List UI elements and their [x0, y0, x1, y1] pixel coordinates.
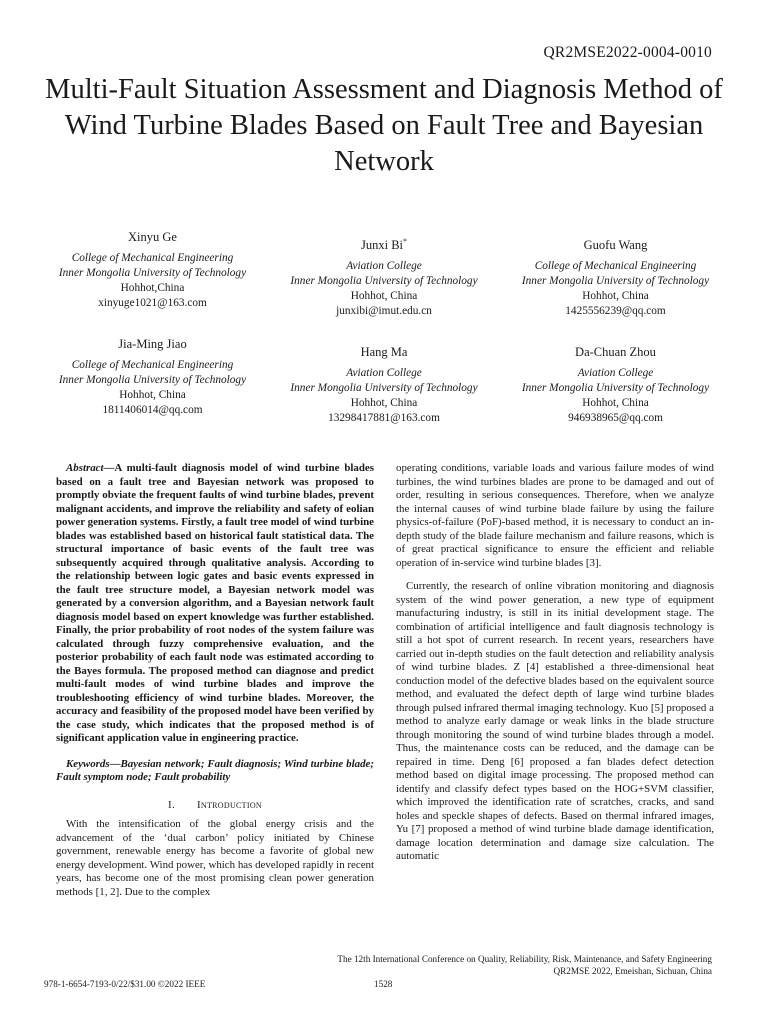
section-title: Introduction — [196, 798, 262, 811]
section-heading — [56, 799, 374, 813]
author-name: Guofu Wang — [583, 238, 648, 253]
author-institution: Inner Mongolia University of Technology — [521, 275, 710, 288]
author-email: xinyuge1021@163.com — [98, 297, 207, 310]
paper-title: Multi-Fault Situation Assessment and Diagnosis Method of Wind Turbine Blades Based on Fault Tree and Bayesian Network — [45, 74, 723, 177]
abstract-text: —A multi-fault diagnosis model of wind turbine blades based on a fault tree and Bayesian network was proposed to promptly obviate the frequent faults of wind turbine blades, prevent malignant accidents, and improve the reliability and safety of eolian power generation systems. Firstly, a fault tree model of wind turbine blades was established based on historical fault statistical data. The structural importance of basic events of the fault tree was subsequently acquired through qualitative analysis. According to the relationship between logic gates and basic events expressed in the fault tree structure model, a Bayesian network model was generated by a conversion algorithm, and a Bayesian network fault diagnosis model based on expert knowledge was further established. Finally, the prior probability of root nodes of the system failure was calculated through fuzzy comprehensive evaluation, and the posterior probability of each fault node was estimated according to the Bayes formula. The proposed method can diagnose and predict multi-fault modes of wind turbine blades and improve the troubleshooting efficiency of wind turbine blades. Moreover, the accuracy and feasibility of the proposed model have been verified by the case study, which indicates that the proposed method is of significant application value in engineering practice. — [56, 462, 374, 744]
author-card — [513, 226, 718, 319]
body-paragraph: operating conditions, variable loads and various failure modes of wind turbines, the wind turbines blades are prone to be damaged and out of order, resulting in serious consequences. Therefore, when we analyze the internal causes of wind turbine blade failure by using the failure physics-of-failure (PoF)-based method, it is necessary to conduct an in-depth study of the blade failure mechanism and failure reasons, which is of great practical significance to ensure the efficient and reliable operation of in-service wind turbine blades [3]. — [396, 462, 714, 569]
page-number: 1528 — [374, 979, 393, 989]
keywords: Keywords—Bayesian network; Fault diagnosis; Wind turbine blade; Fault symptom node; Fault probability — [56, 757, 374, 783]
author-row-1 — [50, 226, 718, 319]
author-institution: Inner Mongolia University of Technology — [521, 382, 710, 395]
author-city: Hohhot, China — [582, 397, 649, 410]
author-card — [513, 333, 718, 426]
conference-footer — [337, 953, 712, 977]
conference-location: QR2MSE 2022, Emeishan, Sichuan, China — [553, 966, 712, 976]
author-affiliation: College of Mechanical Engineering — [534, 260, 697, 273]
author-email: 1425556239@qq.com — [565, 305, 666, 318]
author-email: 1811406014@qq.com — [102, 404, 203, 417]
author-card — [50, 226, 255, 311]
author-email: 946938965@qq.com — [568, 412, 663, 425]
abstract-lead: Abstract — [66, 462, 104, 474]
author-city: Hohhot,China — [120, 282, 185, 295]
author-block — [50, 226, 718, 440]
author-name: Hang Ma — [360, 345, 408, 360]
author-affiliation: College of Mechanical Engineering — [71, 359, 234, 372]
author-affiliation: College of Mechanical Engineering — [71, 252, 234, 265]
author-name: Da-Chuan Zhou — [575, 345, 656, 360]
author-city: Hohhot, China — [582, 290, 649, 303]
right-column — [396, 462, 714, 899]
author-email: 13298417881@163.com — [328, 412, 440, 425]
intro-paragraph: With the intensification of the global energy crisis and the advancement of the ‘dual carbon’ policy initiated by Chinese government, renewable energy has become a favorite of global new energy development. Wind power, which has developed rapidly in recent years, has become one of the most promising clean power generation methods [1, 2]. Due to the complex — [56, 818, 374, 898]
author-affiliation: Aviation College — [346, 367, 422, 380]
author-card — [282, 333, 487, 426]
body-paragraph: Currently, the research of online vibration monitoring and diagnosis system of the wind power generation, a new type of equipment manufacturing industry, is still in its initial development stage. The combination of artificial intelligence and fault diagnosis technology is still a hot spot of current research. In recent years, researchers have carried out in-depth studies on the fault detection and reliability analysis of wind turbine blades. Z [4] established a three-dimensional heat conduction model of the defective blades based on the equivalent source method, and evaluated the defect depth of large wind turbine blades through pulsed infrared thermal imaging technology. Kuo [5] proposed a method to analyze early damage or weak links in the blade structure through monitoring the sound of wind turbine blades through a model. Thus, the maintenance costs can be reduced, and the damage can be repaired in time. Deng [6] proposed a fan blades defect detection method based on digital image processing. The proposed method can identify and classify defect types based on the HOG+SVM classifier, which improved the identification rate of scratches, cracks, and sand holes and speckle shapes of defects. Based on thermal infrared images, Yu [7] proposed a method of wind turbine blade damage identification, damage location determination and damage size calculation. The automatic — [396, 580, 714, 862]
author-institution: Inner Mongolia University of Technology — [290, 382, 478, 395]
author-affiliation: Aviation College — [346, 260, 422, 273]
author-affiliation: Aviation College — [577, 367, 654, 380]
section-number: I. — [168, 798, 175, 811]
author-card — [282, 226, 487, 319]
isbn-copyright: 978-1-6654-7193-0/22/$31.00 ©2022 IEEE — [44, 979, 206, 989]
author-city: Hohhot, China — [350, 397, 418, 410]
author-city: Hohhot, China — [119, 389, 186, 402]
author-institution: Inner Mongolia University of Technology — [58, 374, 247, 387]
author-email: junxibi@imut.edu.cn — [336, 305, 432, 318]
author-name: Junxi Bi* — [360, 237, 408, 253]
corresponding-author-mark: * — [403, 237, 408, 246]
body-columns — [56, 462, 714, 899]
author-row-2 — [50, 333, 718, 426]
left-column — [56, 462, 374, 899]
author-institution: Inner Mongolia University of Technology — [290, 275, 478, 288]
abstract — [56, 462, 374, 746]
author-card — [50, 333, 255, 418]
paper-id: QR2MSE2022-0004-0010 — [543, 44, 712, 61]
author-name: Xinyu Ge — [128, 230, 177, 245]
conference-name: The 12th International Conference on Quality, Reliability, Risk, Maintenance, and Safety Engineering — [337, 954, 712, 964]
author-name: Jia-Ming Jiao — [118, 337, 187, 352]
author-city: Hohhot, China — [350, 290, 418, 303]
author-institution: Inner Mongolia University of Technology — [58, 267, 247, 280]
